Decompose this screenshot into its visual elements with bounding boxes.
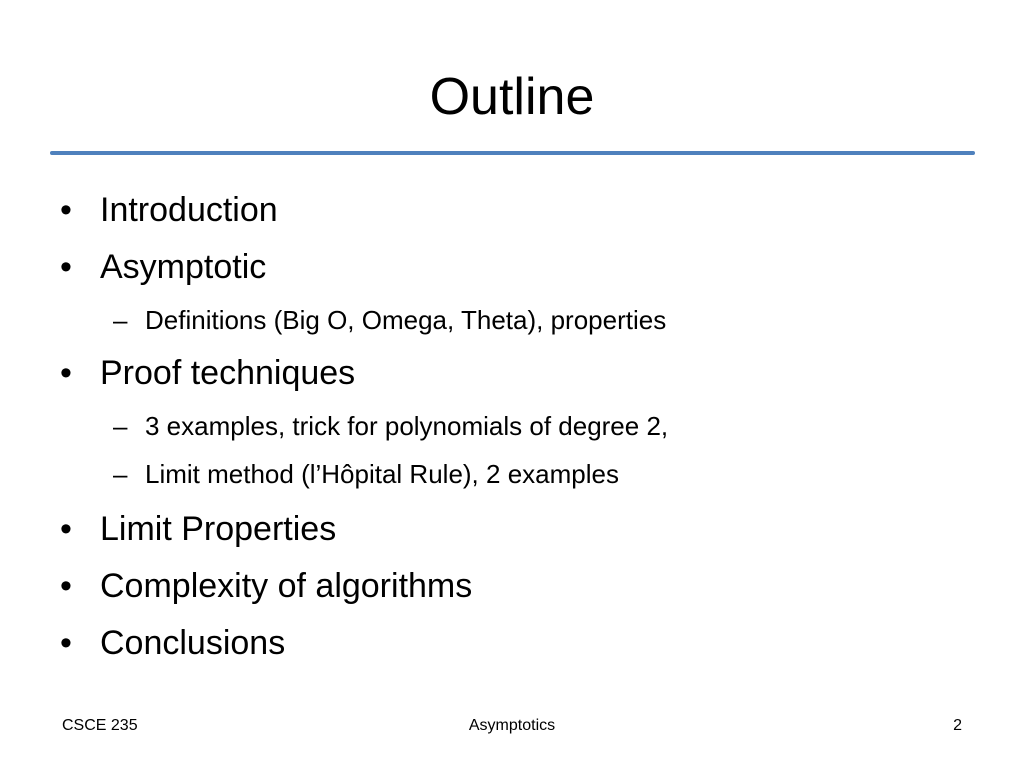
outline-item-text: Conclusions [100,624,286,662]
slide-number: 2 [953,717,962,734]
bullet-marker: • [60,510,72,548]
outline-subitem-limit-method [113,458,619,490]
outline-item-asymptotic [60,247,267,287]
bullet-marker: • [60,248,72,286]
dash-marker: – [113,459,128,489]
outline-item-conclusions [60,623,286,663]
outline-subitem-examples [113,410,669,442]
outline-subitem-text: Definitions (Big O, Omega, Theta), properties [145,305,667,335]
bullet-marker: • [60,354,72,392]
footer-topic: Asymptotics [468,717,556,734]
outline-subitem-text: 3 examples, trick for polynomials of degree 2, [145,411,669,441]
outline-item-introduction [60,190,278,230]
footer-course-code: CSCE 235 [62,717,138,734]
dash-marker: – [113,305,128,335]
dash-marker: – [113,411,128,441]
slide-title: Outline [429,68,595,126]
outline-item-text: Asymptotic [100,248,267,286]
outline-item-text: Limit Properties [100,510,337,548]
outline-item-text: Complexity of algorithms [100,567,473,605]
bullet-marker: • [60,624,72,662]
outline-subitem-definitions [113,304,667,336]
outline-item-complexity [60,566,473,606]
outline-item-proof-techniques [60,353,356,393]
outline-item-limit-properties [60,509,337,549]
outline-item-text: Introduction [100,191,278,229]
outline-item-text: Proof techniques [100,354,356,392]
outline-subitem-text: Limit method (l’Hôpital Rule), 2 examples [145,459,619,489]
bullet-marker: • [60,567,72,605]
bullet-marker: • [60,191,72,229]
